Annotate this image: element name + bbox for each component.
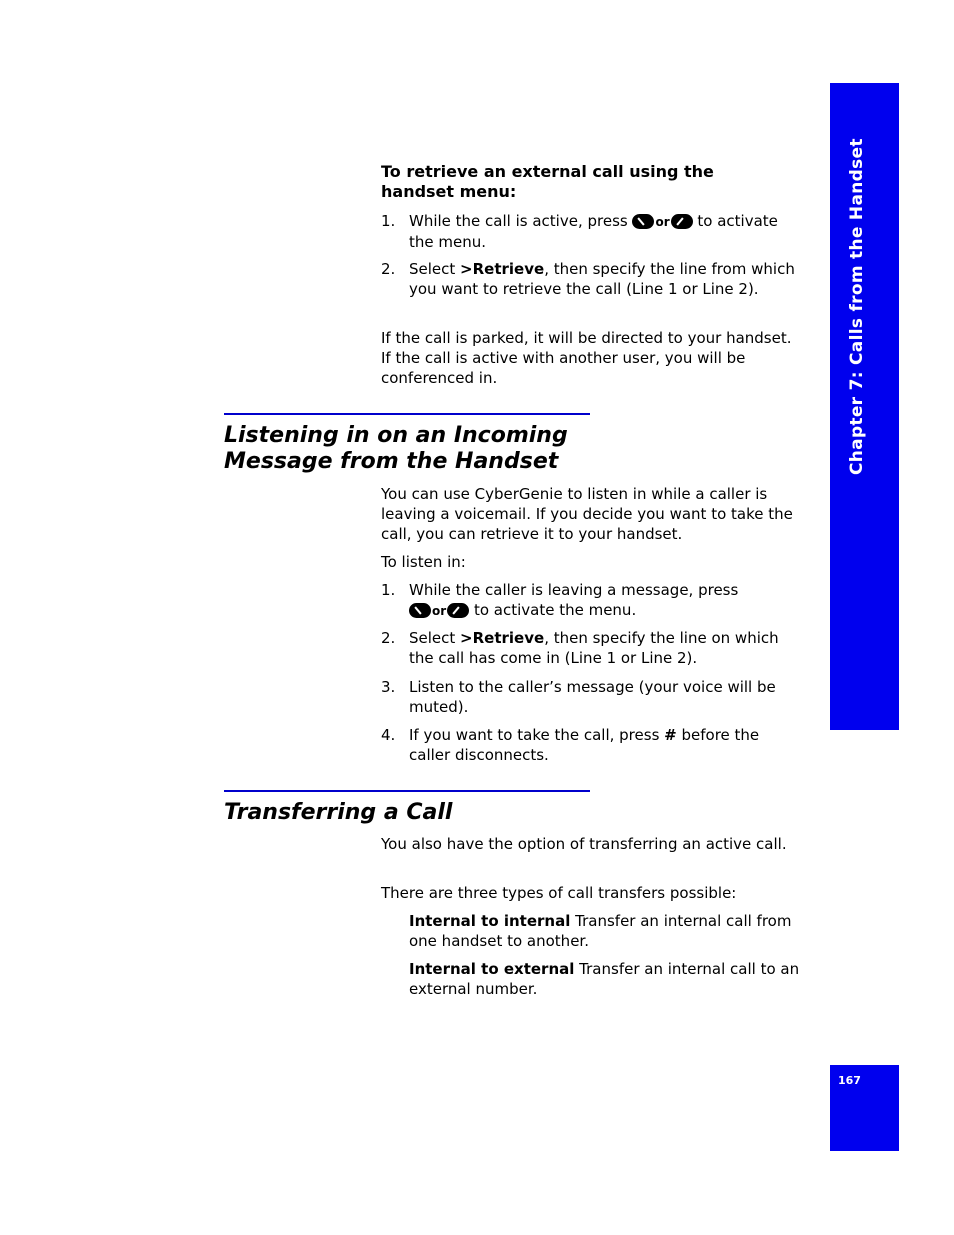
retrieve-procedure-heading: To retrieve an external call using the handset menu: — [381, 162, 714, 201]
left-soft-key-icon — [632, 214, 654, 229]
right-soft-key-icon — [671, 214, 693, 229]
menu-keys: or — [409, 601, 469, 621]
transfer-lead: There are three types of call transfers possible: — [381, 884, 737, 902]
list-item: Internal to internal Transfer an internal call from one handset to another. — [409, 912, 792, 950]
menu-keys: or — [632, 212, 692, 232]
chapter-tab-label: Chapter 7: Calls from the Handset — [847, 138, 867, 475]
transfer-intro: You also have the option of transferring an active call. — [381, 835, 787, 853]
retrieve-note: If the call is parked, it will be directed to your handset. If the call is active with another user, you will be conferenced in. — [381, 329, 792, 387]
page-number: 167 — [838, 1074, 861, 1087]
section-rule — [224, 790, 590, 792]
list-item: Internal to external Transfer an internal call to an external number. — [409, 960, 800, 998]
section-title-transfer: Transferring a Call — [224, 800, 453, 825]
section-title-listening: Listening in on an Incoming Message from the Handset — [224, 423, 568, 474]
page-number-box — [830, 1065, 899, 1151]
listening-intro: You can use CyberGenie to listen in while a caller is leaving a voicemail. If you decide you want to take the call, you can retrieve it to your handset. — [381, 485, 793, 543]
listening-lead: To listen in: — [381, 553, 466, 571]
right-soft-key-icon — [447, 603, 469, 618]
section-rule — [224, 413, 590, 415]
left-soft-key-icon — [409, 603, 431, 618]
